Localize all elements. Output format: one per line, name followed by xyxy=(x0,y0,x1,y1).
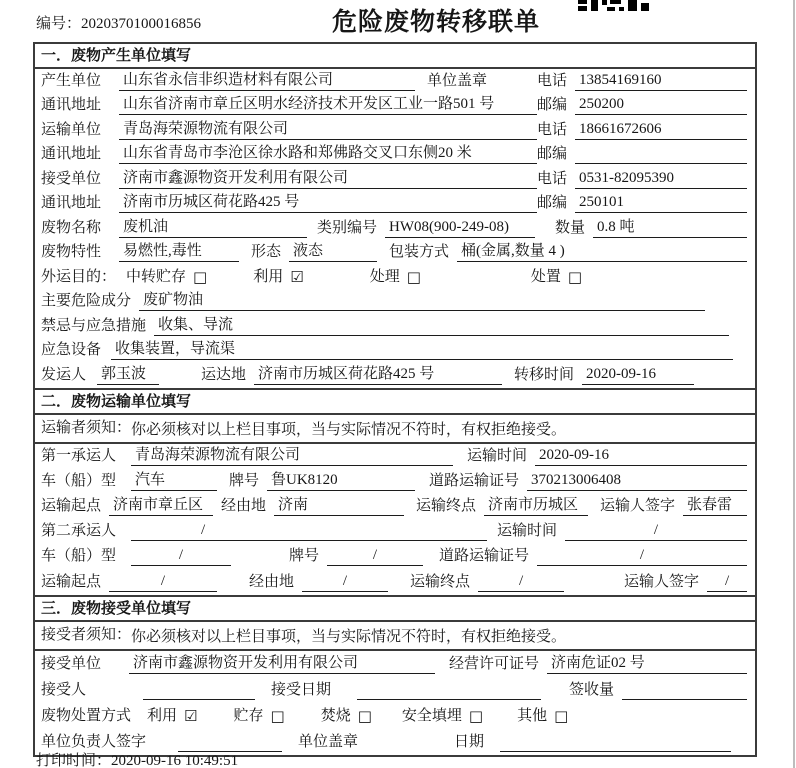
transporter-phone-group xyxy=(537,120,747,140)
address-label: 通讯地址 xyxy=(41,97,102,113)
option-label: 安全填埋 xyxy=(401,707,462,724)
checkbox-unchecked-icon: □ xyxy=(357,706,372,725)
receiver-notice xyxy=(35,622,755,651)
license-label: 道路运输证号 xyxy=(429,472,520,489)
sign2-value: / xyxy=(707,572,747,592)
dest-label: 运输终点 xyxy=(416,498,477,515)
receiver-label: 接受单位 xyxy=(41,655,102,672)
row-producer xyxy=(35,69,755,94)
purpose-option-treat xyxy=(370,268,421,287)
packing-label: 包装方式 xyxy=(389,244,450,260)
character-value: 易燃性,毒性 xyxy=(119,242,239,262)
transport-time1-value: 2020-09-16 xyxy=(535,446,747,466)
qr-code-fragment xyxy=(578,0,652,11)
row-accept-unit xyxy=(35,651,755,677)
checkbox-unchecked-icon: □ xyxy=(406,267,421,286)
plate1-value: 鲁UK8120 xyxy=(267,471,415,491)
equipment-value: 收集装置，导流渠 xyxy=(111,340,733,360)
receiver-postcode-group xyxy=(537,193,747,213)
form-label: 形态 xyxy=(251,244,282,260)
row-waste-name xyxy=(35,216,755,241)
permit-value: 济南危证02 号 xyxy=(547,654,747,674)
producer-phone-group xyxy=(537,71,747,91)
checkbox-checked-icon: ☑ xyxy=(290,267,304,286)
producer-phone-value: 13854169160 xyxy=(575,71,747,91)
transfer-time-label: 转移时间 xyxy=(514,366,575,383)
via-label: 经由地 xyxy=(249,573,295,590)
dest-label: 运输终点 xyxy=(410,573,471,590)
checkbox-unchecked-icon: □ xyxy=(193,267,208,286)
transport-time-label: 运输时间 xyxy=(467,447,528,464)
via1-value: 济南 xyxy=(274,496,404,516)
option-label: 利用 xyxy=(253,268,284,285)
date-value xyxy=(500,733,731,752)
carrier1-label: 第一承运人 xyxy=(41,447,117,464)
page-edge-line xyxy=(793,0,795,768)
disposal-option-other xyxy=(517,707,568,726)
option-label: 处置 xyxy=(530,268,561,285)
receiver-address-value: 济南市历城区荷花路425 号 xyxy=(119,193,537,213)
row-route1 xyxy=(35,494,755,519)
receiver-label: 接受单位 xyxy=(41,170,102,187)
page-title: 危险废物转移联单 xyxy=(332,9,541,36)
date-label: 日期 xyxy=(454,733,485,750)
section-producer xyxy=(35,44,755,388)
postcode-label: 邮编 xyxy=(537,97,568,113)
plate2-value: / xyxy=(327,546,423,566)
disposal-option-utilize xyxy=(147,707,197,726)
taboo-label: 禁忌与应急措施 xyxy=(41,317,147,334)
print-time-value: 2020-09-16 10:49:51 xyxy=(111,753,239,768)
row-taboo-measures xyxy=(35,314,755,339)
unit-seal-label: 单位盖章 xyxy=(427,72,488,89)
accept-date-label: 接受日期 xyxy=(271,681,332,698)
license2-value: / xyxy=(537,546,747,566)
disposal-label: 废物处置方式 xyxy=(41,707,132,724)
checkbox-unchecked-icon: □ xyxy=(554,706,569,725)
option-label: 贮存 xyxy=(233,707,264,724)
origin2-value: / xyxy=(109,572,217,592)
checkbox-unchecked-icon: □ xyxy=(567,267,583,286)
form-value: 液态 xyxy=(289,242,377,262)
notice-label: 接受者须知： xyxy=(41,626,132,643)
row-route2 xyxy=(35,569,755,594)
carrier2-label: 第二承运人 xyxy=(41,523,117,540)
option-label: 中转贮存 xyxy=(126,268,187,285)
doc-number xyxy=(36,12,201,33)
permit-label: 经营许可证号 xyxy=(449,655,540,672)
producer-postcode-value: 250200 xyxy=(575,95,747,115)
plate-label: 牌号 xyxy=(289,548,320,565)
doc-number-label: 编号： xyxy=(36,16,82,32)
unit-seal-label: 单位盖章 xyxy=(298,733,359,750)
producer-postcode-group xyxy=(537,95,747,115)
row-first-carrier xyxy=(35,444,755,469)
manifest-table xyxy=(33,42,757,757)
row-shipper xyxy=(35,363,755,388)
disposal-option-landfill xyxy=(402,707,483,726)
packing-value: 桶(金属,数量 4 ) xyxy=(457,242,747,262)
phone-label: 电话 xyxy=(537,121,568,138)
via2-value: / xyxy=(302,572,388,592)
vehicle-label: 车（船）型 xyxy=(41,548,117,565)
producer-value: 山东省永信非织造材料有限公司 xyxy=(119,71,415,91)
carrier2-value: / xyxy=(131,521,487,541)
purpose-label: 外运目的： xyxy=(41,268,117,285)
doc-number-value: 2020370100016856 xyxy=(81,16,202,32)
sign1-value: 张春雷 xyxy=(683,496,747,516)
notice-text: 你必须核对以上栏目事项，当与实际情况不符时，有权拒绝接受。 xyxy=(131,628,567,645)
row-acceptor xyxy=(35,677,755,703)
postcode-label: 邮编 xyxy=(537,195,568,211)
transporter-label: 运输单位 xyxy=(41,121,102,138)
section1-heading: 一．废物产生单位填写 xyxy=(35,44,755,69)
purpose-option-dispose xyxy=(531,268,582,287)
row-waste-character xyxy=(35,241,755,266)
signed-qty-value xyxy=(622,681,747,700)
carrier1-value: 青岛海荣源物流有限公司 xyxy=(131,446,453,466)
disposal-option-storage xyxy=(233,707,284,726)
producer-label: 产生单位 xyxy=(41,72,102,89)
equipment-label: 应急设备 xyxy=(41,342,102,358)
checkbox-unchecked-icon: □ xyxy=(468,706,484,725)
hazard-label: 主要危险成分 xyxy=(41,293,132,309)
vehicle-label: 车（船）型 xyxy=(41,472,117,489)
row-purpose xyxy=(35,265,755,290)
row-vehicle2 xyxy=(35,544,755,569)
receiver-phone-value: 0531-82095390 xyxy=(575,169,747,189)
row-transporter-address xyxy=(35,143,755,168)
dest2-value: / xyxy=(478,572,564,592)
checkbox-checked-icon: ☑ xyxy=(184,706,198,725)
row-emergency-equipment xyxy=(35,339,755,364)
checkbox-unchecked-icon: □ xyxy=(270,706,285,725)
disposal-option-incinerate xyxy=(321,707,372,726)
postcode-label: 邮编 xyxy=(537,146,568,162)
license1-value: 370213006408 xyxy=(527,471,747,491)
taboo-value: 收集、导流 xyxy=(154,316,729,336)
signed-qty-label: 签收量 xyxy=(569,681,615,698)
print-time-label: 打印时间： xyxy=(36,753,112,768)
receiver-value: 济南市鑫源物资开发利用有限公司 xyxy=(119,169,537,189)
print-time xyxy=(36,749,238,768)
row-transporter xyxy=(35,118,755,143)
address-label: 通讯地址 xyxy=(41,195,102,211)
category-value: HW08(900-249-08) xyxy=(385,218,535,238)
via-label: 经由地 xyxy=(221,498,267,515)
quantity-value: 0.8 吨 xyxy=(593,218,747,238)
row-receiver-address xyxy=(35,192,755,217)
notice-label: 运输者须知： xyxy=(41,419,132,436)
transporter-phone-value: 18661672606 xyxy=(575,120,747,140)
accept-date-value xyxy=(357,681,541,700)
sign-label: 运输人签字 xyxy=(600,498,676,515)
destination-value: 济南市历城区荷花路425 号 xyxy=(254,365,502,385)
vehicle1-value: 汽车 xyxy=(131,471,217,491)
receiver-phone-group xyxy=(537,169,747,189)
accept-unit-value: 济南市鑫源物资开发利用有限公司 xyxy=(129,654,435,674)
section-transporter xyxy=(35,388,755,595)
transporter-postcode-value xyxy=(575,145,747,164)
shipper-value: 郭玉波 xyxy=(97,365,159,385)
transport-time2-value: / xyxy=(565,521,747,541)
purpose-option-utilize xyxy=(253,268,303,287)
row-hazard-component xyxy=(35,290,755,315)
receiver-postcode-value: 250101 xyxy=(575,193,747,213)
responsible-label: 单位负责人签字 xyxy=(41,733,147,750)
phone-label: 电话 xyxy=(537,170,568,187)
option-label: 利用 xyxy=(147,707,178,724)
waste-name-value: 废机油 xyxy=(119,218,307,238)
license-label: 道路运输证号 xyxy=(439,548,530,565)
row-second-carrier xyxy=(35,519,755,544)
acceptor-label: 接受人 xyxy=(41,681,87,698)
section-receiver xyxy=(35,595,755,755)
category-label: 类别编号 xyxy=(317,219,378,236)
phone-label: 电话 xyxy=(536,72,567,89)
sign-label: 运输人签字 xyxy=(624,573,700,590)
origin1-value: 济南市章丘区 xyxy=(109,496,213,516)
option-label: 其他 xyxy=(517,707,548,724)
transporter-postcode-group xyxy=(537,145,747,164)
section2-heading: 二．废物运输单位填写 xyxy=(35,390,755,415)
option-label: 焚烧 xyxy=(320,707,351,724)
address-label: 通讯地址 xyxy=(41,146,102,162)
purpose-option-transfer-storage xyxy=(126,268,207,287)
quantity-label: 数量 xyxy=(555,219,586,236)
transporter-notice xyxy=(35,415,755,444)
hazard-value: 废矿物油 xyxy=(139,291,705,311)
transport-time-label: 运输时间 xyxy=(497,523,558,540)
shipper-label: 发运人 xyxy=(41,366,87,383)
waste-name-label: 废物名称 xyxy=(41,219,102,236)
row-disposal-method xyxy=(35,703,755,729)
transporter-address-value: 山东省青岛市李沧区徐水路和郑佛路交叉口东侧20 米 xyxy=(119,144,537,164)
character-label: 废物特性 xyxy=(41,244,102,260)
acceptor-value xyxy=(143,681,255,700)
destination-label: 运达地 xyxy=(201,366,247,383)
row-vehicle1 xyxy=(35,469,755,494)
transporter-value: 青岛海荣源物流有限公司 xyxy=(119,120,537,140)
producer-address-value: 山东省济南市章丘区明水经济技术开发区工业一路501 号 xyxy=(119,95,537,115)
row-receiver xyxy=(35,167,755,192)
notice-text: 你必须核对以上栏目事项，当与实际情况不符时，有权拒绝接受。 xyxy=(131,421,567,438)
vehicle2-value: / xyxy=(131,546,231,566)
row-producer-address xyxy=(35,94,755,119)
origin-label: 运输起点 xyxy=(41,498,102,515)
section3-heading: 三．废物接受单位填写 xyxy=(35,597,755,622)
origin-label: 运输起点 xyxy=(41,573,102,590)
plate-label: 牌号 xyxy=(229,472,260,489)
transfer-time-value: 2020-09-16 xyxy=(582,365,694,385)
dest1-value: 济南市历城区 xyxy=(484,496,588,516)
option-label: 处理 xyxy=(369,268,400,285)
